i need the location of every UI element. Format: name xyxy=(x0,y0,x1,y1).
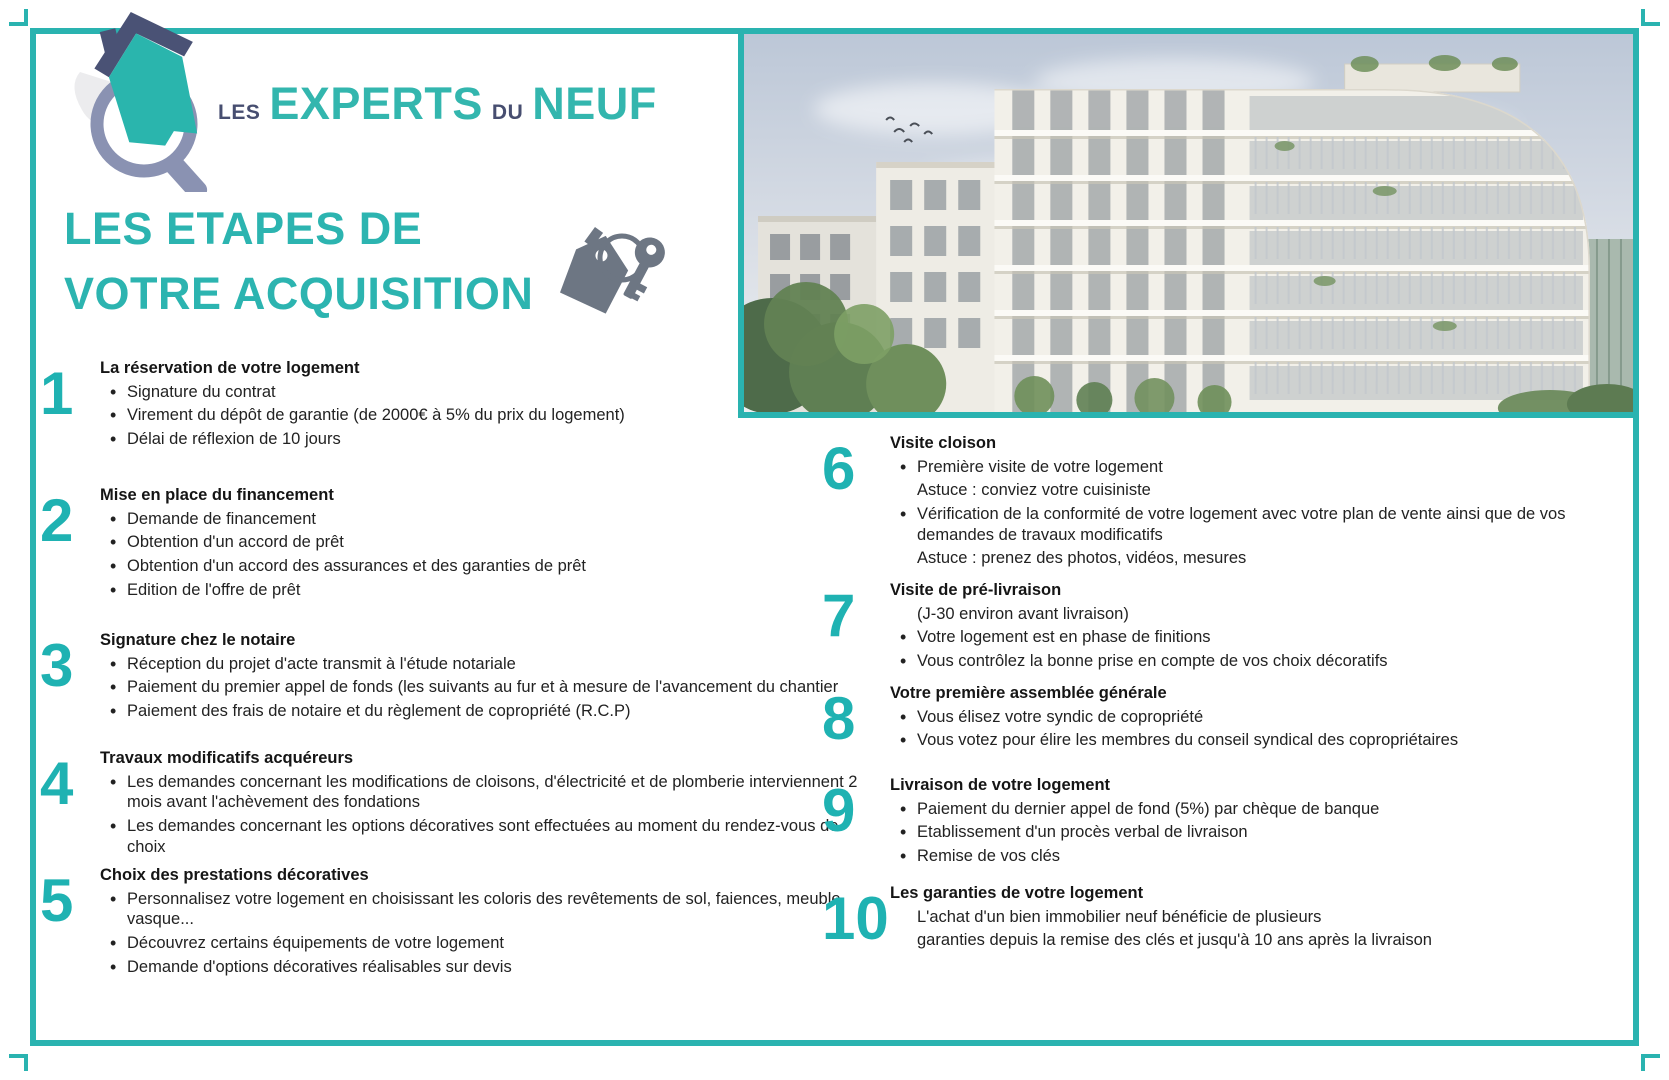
step-bullet-item: • Demande de financement xyxy=(100,509,880,530)
step-number: 3 xyxy=(40,632,74,699)
logo-les: LES xyxy=(218,101,261,124)
step-items xyxy=(100,772,880,858)
step-title: Signature chez le notaire xyxy=(100,631,296,649)
step-bullet-item: • Votre logement est en phase de finitions xyxy=(890,627,1622,648)
step-title: Les garanties de votre logement xyxy=(890,884,1144,902)
step xyxy=(40,358,880,453)
keys-icon xyxy=(556,222,676,327)
step xyxy=(822,883,1622,954)
corner-mark-bottom-right xyxy=(1641,1054,1660,1071)
step xyxy=(40,865,889,980)
step-title: Livraison de votre logement xyxy=(890,776,1111,794)
step-bullet-item: • Les demandes concernant les modifications de cloisons, d'électricité et de plomberie interviennent 2 mois avant l'achèvement des fondations xyxy=(100,772,880,813)
step-items xyxy=(890,907,1622,951)
step-body xyxy=(890,580,1622,675)
step xyxy=(822,775,1622,870)
logo-wordmark xyxy=(218,78,657,130)
step-bullet-item: • Demande d'options décoratives réalisables sur devis xyxy=(100,957,880,978)
step xyxy=(40,485,880,603)
step-note-line: garanties depuis la remise des clés et jusqu'à 10 ans après la livraison xyxy=(917,931,1432,950)
step-number: 8 xyxy=(822,685,856,752)
step-items xyxy=(890,799,1622,867)
step-title: Mise en place du financement xyxy=(100,486,334,504)
corner-mark-top-left xyxy=(9,9,28,26)
step-body xyxy=(100,630,880,725)
step-bullet-item: • Obtention d'un accord de prêt xyxy=(100,532,880,553)
step-bullet-item: • Les demandes concernant les options décoratives sont effectuées au moment du rendez-vous de choix xyxy=(100,816,880,857)
step-bullet-item: • Première visite de votre logement xyxy=(890,457,1622,478)
step-bullet-item: • Réception du projet d'acte transmit à l'étude notariale xyxy=(100,654,880,675)
step-body xyxy=(890,683,1622,754)
step xyxy=(40,630,880,725)
step-items xyxy=(890,604,1622,672)
step-note-line: Astuce : conviez votre cuisiniste xyxy=(917,481,1151,500)
step-title: Visite cloison xyxy=(890,434,997,452)
step-bullet-item: • Vérification de la conformité de votre logement avec votre plan de vente ainsi que de vos demandes de travaux modificatifs xyxy=(890,504,1622,545)
corner-mark-top-right xyxy=(1641,9,1660,26)
step-bullet-item: • Vous contrôlez la bonne prise en compte de vos choix décoratifs xyxy=(890,651,1622,672)
step xyxy=(822,683,1622,754)
step-bullet-item: • Vous élisez votre syndic de copropriété xyxy=(890,707,1622,728)
step xyxy=(822,433,1622,572)
step-title: Visite de pré-livraison xyxy=(890,581,1062,599)
step-number: 6 xyxy=(822,435,856,502)
step-bullet-item: • Edition de l'offre de prêt xyxy=(100,580,880,601)
step-number: 5 xyxy=(40,867,74,934)
step-items xyxy=(100,654,880,722)
step-title: Votre première assemblée générale xyxy=(890,684,1167,702)
logo-magnifier-house-icon xyxy=(52,2,232,197)
step-bullet-item: • Vous votez pour élire les membres du conseil syndical des copropriétaires xyxy=(890,730,1622,751)
step-body xyxy=(100,358,880,453)
step-bullet-item: • Découvrez certains équipements de votre logement xyxy=(100,933,880,954)
logo-experts: EXPERTS xyxy=(269,78,483,129)
page-title-line1: LES ETAPES DE xyxy=(64,203,423,254)
step-bullet-item: • Paiement du premier appel de fonds (les suivants au fur et à mesure de l'avancement du chantier xyxy=(100,677,880,698)
logo-du: DU xyxy=(491,101,524,124)
step-bullet-item: • Remise de vos clés xyxy=(890,846,1622,867)
step-items xyxy=(100,885,889,978)
step-number: 9 xyxy=(822,777,856,844)
step-bullet-item: • Obtention d'un accord des assurances et des garanties de prêt xyxy=(100,556,880,577)
step-bullet-item: • Etablissement d'un procès verbal de livraison xyxy=(890,822,1622,843)
step xyxy=(822,580,1622,675)
step-items xyxy=(100,382,880,450)
step xyxy=(40,748,880,860)
step-items xyxy=(890,707,1622,751)
step-number: 4 xyxy=(40,750,74,817)
step-bullet-item: • Personnalisez votre logement en choisissant les coloris des revêtements de sol, faiences, meuble vasque... xyxy=(100,889,880,930)
step-body xyxy=(890,433,1622,572)
page-title xyxy=(64,196,533,327)
step-title: Travaux modificatifs acquéreurs xyxy=(100,749,354,767)
step-number: 2 xyxy=(40,487,74,554)
step-number: 7 xyxy=(822,582,856,649)
step-bullet-item: • Paiement du dernier appel de fond (5%) par chèque de banque xyxy=(890,799,1622,820)
step-title: Choix des prestations décoratives xyxy=(100,866,369,884)
step-body xyxy=(100,485,880,603)
step-note-line: L'achat d'un bien immobilier neuf bénéficie de plusieurs xyxy=(917,907,1322,926)
step-bullet-item: • Signature du contrat xyxy=(100,382,880,403)
step-bullet-item: • Délai de réflexion de 10 jours xyxy=(100,429,880,450)
step-number: 1 xyxy=(40,360,74,427)
step-bullet-item: • Paiement des frais de notaire et du règlement de copropriété (R.C.P) xyxy=(100,701,880,722)
step-note-line: Astuce : prenez des photos, vidéos, mesures xyxy=(917,549,1247,568)
step-title: La réservation de votre logement xyxy=(100,359,360,377)
corner-mark-bottom-left xyxy=(9,1054,28,1071)
logo-neuf: NEUF xyxy=(532,78,657,129)
step-body xyxy=(100,865,889,980)
step-items xyxy=(890,457,1622,569)
page-title-line2: VOTRE ACQUISITION xyxy=(64,268,534,320)
step-items xyxy=(100,509,880,601)
step-note-line: (J-30 environ avant livraison) xyxy=(917,604,1129,623)
step-body xyxy=(890,775,1622,870)
step-bullet-item: • Virement du dépôt de garantie (de 2000€ à 5% du prix du logement) xyxy=(100,405,880,426)
step-number: 10 xyxy=(822,885,889,952)
step-body xyxy=(100,748,880,860)
step-body xyxy=(890,883,1622,954)
